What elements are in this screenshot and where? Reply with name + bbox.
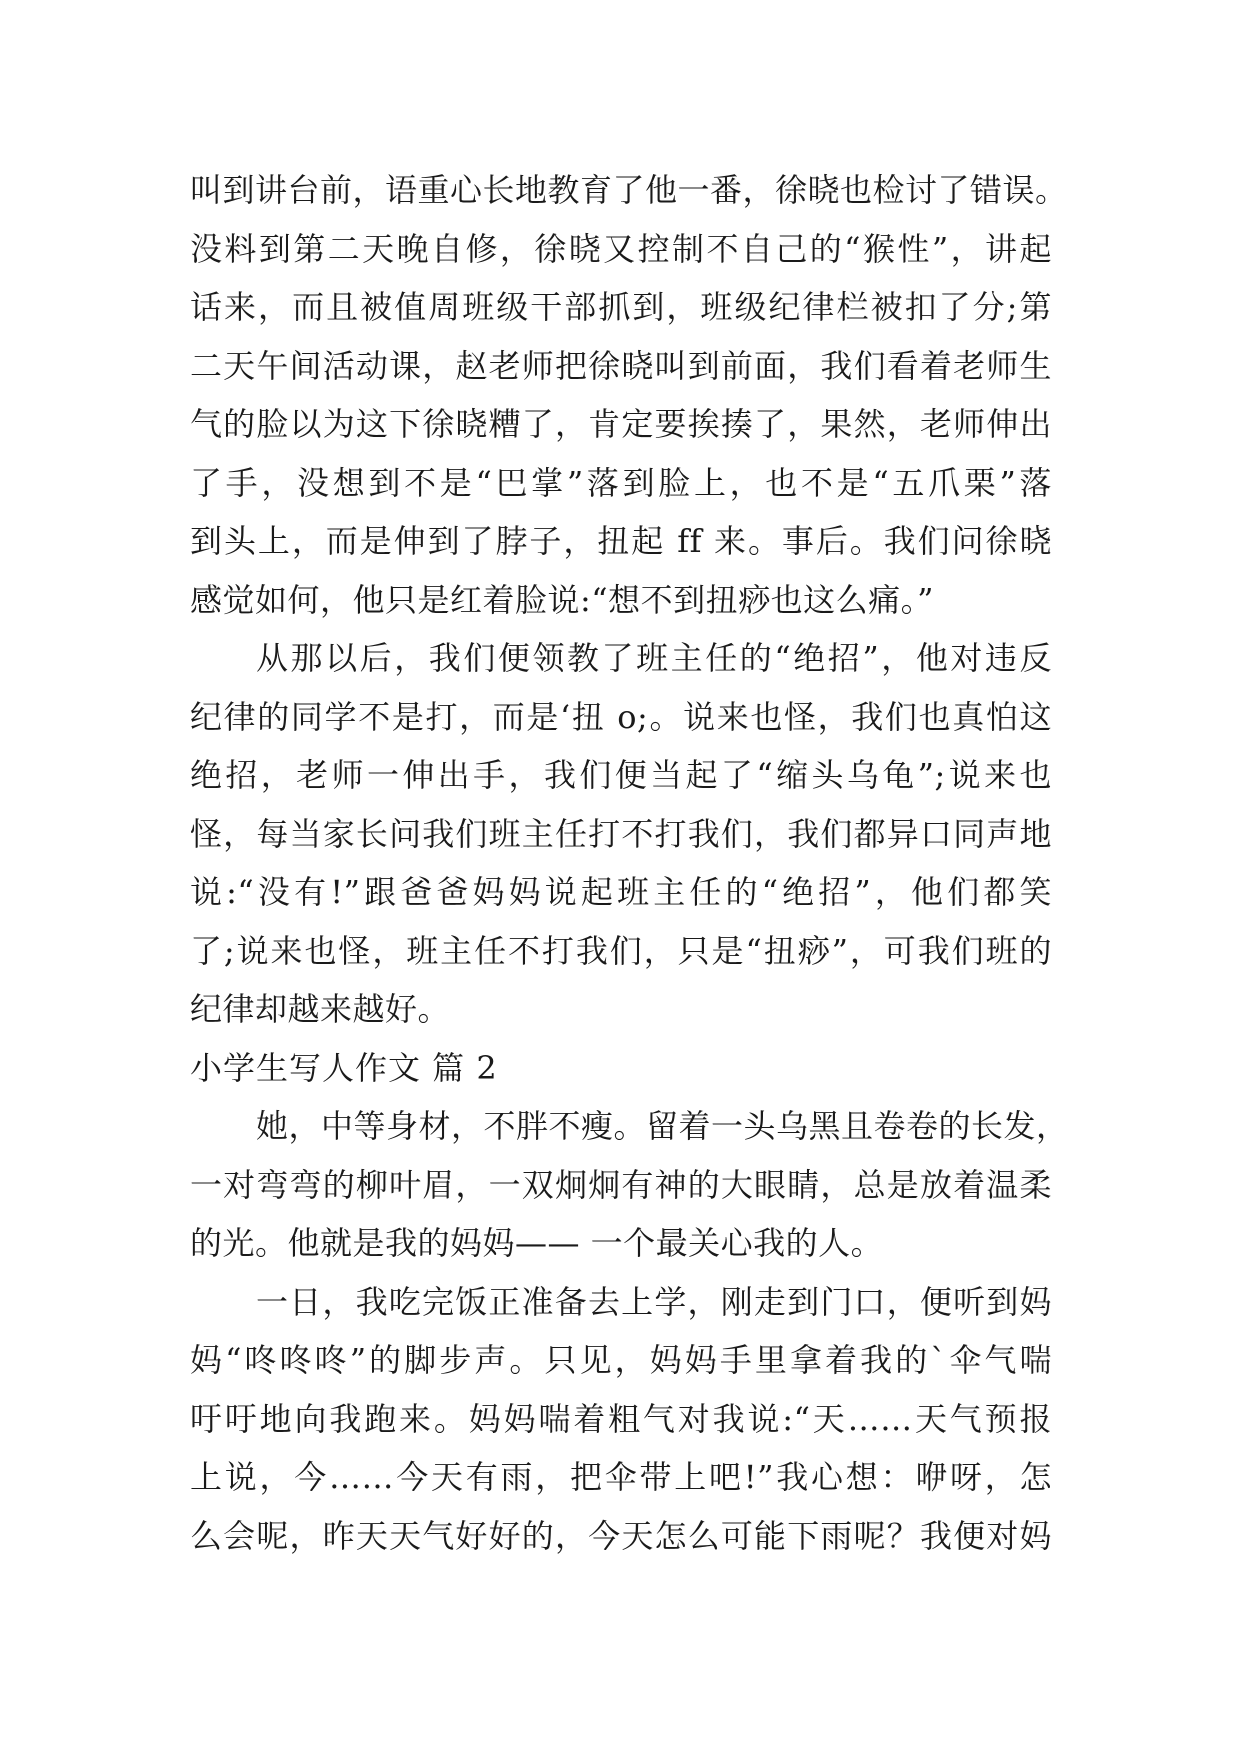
paragraph-line: 感觉如何，他只是红着脸说:“想不到扭痧也这么痛。” [190,580,935,619]
paragraph-first-line: 一日，我吃完饭正准备去上学，刚走到门口，便听到妈 [256,1282,1052,1321]
paragraph-line: 怪，每当家长问我们班主任打不打我们，我们都异口同声地 [190,814,1052,853]
paragraph-line: 上说，今……今天有雨，把伞带上吧!”我心想：咿呀，怎 [190,1458,1052,1496]
paragraph-line: 妈“咚咚咚”的脚步声。只见，妈妈手里拿着我的`伞气喘 [190,1341,1052,1379]
paragraph-line: 没料到第二天晚自修，徐晓又控制不自己的“猴性”，讲起 [190,229,1052,268]
paragraph-first-line: 从那以后，我们便领教了班主任的“绝招”，他对违反 [256,639,1052,677]
paragraph-line: 叫到讲台前，语重心长地教育了他一番，徐晓也检讨了错误。 [190,171,1068,209]
paragraph-line: 吁吁地向我跑来。妈妈喘着粗气对我说:“天……天气预报 [190,1399,1052,1438]
document-body [190,161,1069,1565]
paragraph-line: 了手，没想到不是“巴掌”落到脸上，也不是“五爪栗”落 [190,463,1052,502]
paragraph-line: 气的脸以为这下徐晓糟了，肯定要挨揍了，果然，老师伸出 [190,405,1052,443]
paragraph-line: 了;说来也怪，班主任不打我们，只是“扭痧”，可我们班的 [190,931,1052,970]
paragraph-line: 二天午间活动课，赵老师把徐晓叫到前面，我们看着老师生 [190,346,1052,385]
paragraph-line: 纪律却越来越好。 [190,990,451,1028]
paragraph-line: 话来，而且被值周班级干部抓到，班级纪律栏被扣了分;第 [190,288,1052,326]
paragraph-line: 说:“没有!”跟爸爸妈妈说起班主任的“绝招”，他们都笑 [190,873,1052,911]
paragraph-line: 到头上，而是伸到了脖子，扭起 ff 来。事后。我们问徐晓 [190,522,1052,560]
paragraph-line: 纪律的同学不是打，而是‘扭 o;。说来也怪，我们也真怕这 [190,697,1052,736]
paragraph-line: 的光。他就是我的妈妈—— 一个最关心我的人。 [190,1224,884,1262]
paragraph-line: 绝招，老师一伸出手，我们便当起了“缩头乌龟”;说来也 [190,756,1052,794]
paragraph-first-line: 她，中等身材，不胖不瘦。留着一头乌黑且卷卷的长发， [256,1107,1069,1145]
section-heading: 小学生写人作文 篇 2 [190,1048,498,1087]
paragraph-line: 么会呢，昨天天气好好的，今天怎么可能下雨呢？我便对妈 [190,1516,1052,1555]
paragraph-line: 一对弯弯的柳叶眉，一双炯炯有神的大眼睛，总是放着温柔 [190,1165,1052,1204]
